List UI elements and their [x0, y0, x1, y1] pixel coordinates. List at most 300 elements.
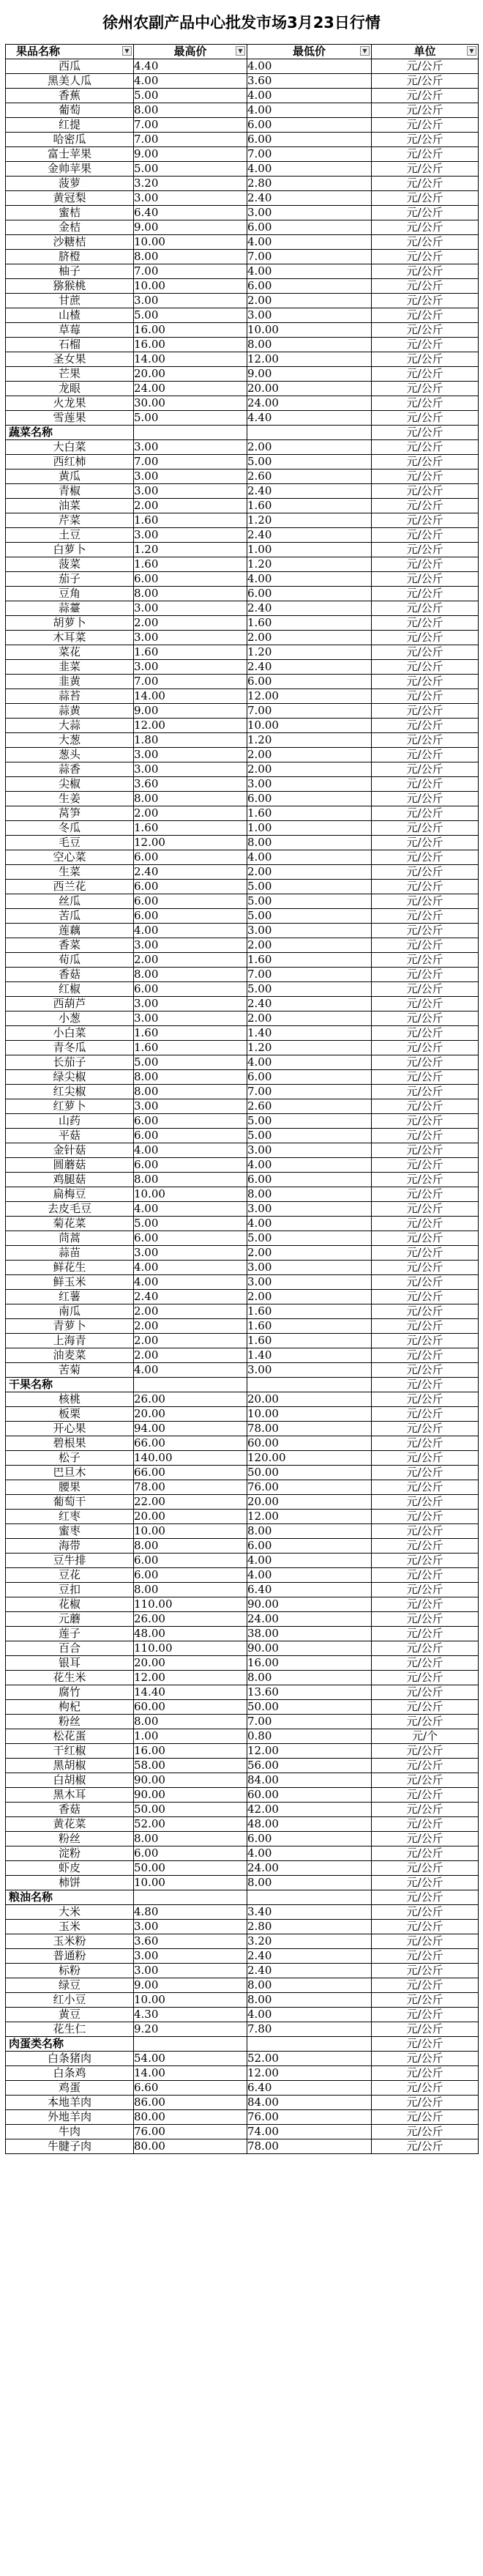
product-name-cell: 蒜香 — [6, 762, 134, 777]
product-name-cell: 香蕉 — [6, 89, 134, 103]
high-price-cell: 12.00 — [134, 719, 247, 733]
low-price-cell: 5.00 — [247, 982, 372, 997]
low-price-cell: 6.00 — [247, 792, 372, 806]
low-price-cell: 3.20 — [247, 1934, 372, 1949]
unit-cell: 元/公斤 — [372, 2096, 479, 2110]
table-row — [6, 1846, 479, 1861]
product-name-cell: 小葱 — [6, 1012, 134, 1026]
filter-dropdown-icon[interactable]: ▼ — [360, 46, 370, 56]
table-row — [6, 294, 479, 308]
table-row — [6, 2081, 479, 2096]
product-name-cell: 苦菊 — [6, 1363, 134, 1378]
high-price-cell: 26.00 — [134, 1392, 247, 1407]
low-price-cell: 8.00 — [247, 1978, 372, 1993]
low-price-cell: 16.00 — [247, 1656, 372, 1671]
unit-cell: 元/公斤 — [372, 513, 479, 528]
high-price-cell: 1.00 — [134, 1729, 247, 1744]
high-price-cell: 3.00 — [134, 1246, 247, 1261]
low-price-cell: 2.40 — [247, 601, 372, 616]
high-price-cell: 16.00 — [134, 338, 247, 352]
table-row — [6, 235, 479, 250]
low-price-cell: 1.00 — [247, 543, 372, 557]
unit-cell: 元/公斤 — [372, 1012, 479, 1026]
high-price-cell: 2.40 — [134, 1290, 247, 1304]
high-price-cell: 3.60 — [134, 1934, 247, 1949]
table-row — [6, 689, 479, 704]
unit-cell: 元/公斤 — [372, 1803, 479, 1817]
product-name-cell: 大葱 — [6, 733, 134, 748]
high-price-cell — [134, 426, 247, 440]
unit-cell: 元/公斤 — [372, 177, 479, 191]
table-row — [6, 1524, 479, 1539]
product-name-cell: 蒜苗 — [6, 1246, 134, 1261]
high-price-cell: 8.00 — [134, 1539, 247, 1554]
low-price-cell: 5.00 — [247, 909, 372, 924]
unit-cell: 元/公斤 — [372, 1392, 479, 1407]
high-price-cell: 78.00 — [134, 1480, 247, 1495]
table-row — [6, 1729, 479, 1744]
table-row — [6, 1290, 479, 1304]
high-price-cell: 8.00 — [134, 587, 247, 601]
product-name-cell: 红提 — [6, 118, 134, 133]
product-name-cell: 金桔 — [6, 220, 134, 235]
table-row — [6, 1099, 479, 1114]
product-name-cell: 白条鸡 — [6, 2066, 134, 2081]
unit-cell: 元/公斤 — [372, 660, 479, 675]
low-price-cell: 8.00 — [247, 338, 372, 352]
high-price-cell: 2.00 — [134, 1319, 247, 1334]
table-row — [6, 1978, 479, 1993]
unit-cell: 元/公斤 — [372, 1554, 479, 1568]
high-price-cell: 4.00 — [134, 1202, 247, 1217]
high-price-cell: 4.30 — [134, 2008, 247, 2022]
table-row — [6, 1671, 479, 1685]
low-price-cell: 50.00 — [247, 1466, 372, 1480]
unit-cell: 元/公斤 — [372, 1451, 479, 1466]
low-price-cell: 1.20 — [247, 645, 372, 660]
low-price-cell: 8.00 — [247, 1671, 372, 1685]
high-price-cell: 10.00 — [134, 1187, 247, 1202]
unit-cell: 元/公斤 — [372, 1378, 479, 1392]
product-name-cell: 龙眼 — [6, 382, 134, 396]
high-price-cell: 3.00 — [134, 1964, 247, 1978]
product-name-cell: 石榴 — [6, 338, 134, 352]
unit-cell: 元/公斤 — [372, 1817, 479, 1832]
high-price-cell: 7.00 — [134, 264, 247, 279]
high-price-cell: 16.00 — [134, 323, 247, 338]
low-price-cell: 6.00 — [247, 1173, 372, 1187]
low-price-cell: 6.00 — [247, 279, 372, 294]
product-name-cell: 长茄子 — [6, 1055, 134, 1070]
product-name-cell: 猕猴桃 — [6, 279, 134, 294]
product-name-cell: 豆花 — [6, 1568, 134, 1583]
low-price-cell: 1.40 — [247, 1348, 372, 1363]
table-row — [6, 660, 479, 675]
unit-cell: 元/公斤 — [372, 1905, 479, 1920]
unit-cell: 元/公斤 — [372, 206, 479, 220]
low-price-cell: 1.40 — [247, 1026, 372, 1041]
high-price-cell: 3.00 — [134, 484, 247, 499]
filter-dropdown-icon[interactable]: ▼ — [467, 46, 476, 56]
low-price-cell: 9.00 — [247, 367, 372, 382]
low-price-cell: 20.00 — [247, 1392, 372, 1407]
low-price-cell: 4.00 — [247, 2008, 372, 2022]
low-price-cell: 3.60 — [247, 74, 372, 89]
high-price-cell: 3.60 — [134, 777, 247, 792]
low-price-cell — [247, 2037, 372, 2052]
low-price-cell: 3.40 — [247, 1905, 372, 1920]
filter-dropdown-icon[interactable]: ▼ — [122, 46, 132, 56]
product-name-cell: 金帅苹果 — [6, 162, 134, 177]
unit-cell: 元/公斤 — [372, 338, 479, 352]
table-row — [6, 1026, 479, 1041]
table-row — [6, 1656, 479, 1671]
high-price-cell: 3.00 — [134, 191, 247, 206]
product-name-cell: 干红椒 — [6, 1744, 134, 1759]
table-row — [6, 1920, 479, 1934]
low-price-cell: 2.00 — [247, 1012, 372, 1026]
product-name-cell: 肉蛋类名称 — [6, 2037, 134, 2052]
unit-cell: 元/公斤 — [372, 894, 479, 909]
high-price-cell: 6.40 — [134, 206, 247, 220]
product-name-cell: 葡萄干 — [6, 1495, 134, 1510]
unit-cell: 元/公斤 — [372, 220, 479, 235]
table-row — [6, 880, 479, 894]
low-price-cell: 12.00 — [247, 689, 372, 704]
low-price-cell: 12.00 — [247, 1744, 372, 1759]
high-price-cell: 50.00 — [134, 1803, 247, 1817]
table-row — [6, 777, 479, 792]
unit-cell: 元/公斤 — [372, 997, 479, 1012]
high-price-cell: 66.00 — [134, 1436, 247, 1451]
product-name-cell: 柚子 — [6, 264, 134, 279]
unit-cell: 元/公斤 — [372, 572, 479, 587]
table-row — [6, 543, 479, 557]
product-name-cell: 粮油名称 — [6, 1890, 134, 1905]
product-name-cell: 甘蔗 — [6, 294, 134, 308]
high-price-cell: 6.00 — [134, 1568, 247, 1583]
low-price-cell: 1.60 — [247, 499, 372, 513]
table-row — [6, 191, 479, 206]
low-price-cell: 12.00 — [247, 352, 372, 367]
table-row — [6, 1744, 479, 1759]
low-price-cell: 1.00 — [247, 821, 372, 836]
high-price-cell: 110.00 — [134, 1597, 247, 1612]
low-price-cell: 4.00 — [247, 1846, 372, 1861]
product-name-cell: 腐竹 — [6, 1685, 134, 1700]
low-price-cell: 84.00 — [247, 1773, 372, 1788]
low-price-cell: 4.00 — [247, 59, 372, 74]
low-price-cell: 1.60 — [247, 1334, 372, 1348]
table-row — [6, 1568, 479, 1583]
low-price-cell: 1.60 — [247, 616, 372, 631]
high-price-cell: 24.00 — [134, 382, 247, 396]
high-price-cell: 140.00 — [134, 1451, 247, 1466]
table-row — [6, 1554, 479, 1568]
high-price-cell: 6.00 — [134, 1129, 247, 1143]
product-name-cell: 牛肉 — [6, 2125, 134, 2139]
table-row — [6, 645, 479, 660]
table-row — [6, 469, 479, 484]
table-row — [6, 968, 479, 982]
unit-cell: 元/公斤 — [372, 1114, 479, 1129]
table-row — [6, 806, 479, 821]
unit-cell: 元/公斤 — [372, 880, 479, 894]
product-name-cell: 大米 — [6, 1905, 134, 1920]
product-name-cell: 柿饼 — [6, 1876, 134, 1890]
product-name-cell: 西瓜 — [6, 59, 134, 74]
product-name-cell: 圣女果 — [6, 352, 134, 367]
product-name-cell: 青冬瓜 — [6, 1041, 134, 1055]
high-price-cell: 4.00 — [134, 1275, 247, 1290]
low-price-cell: 3.00 — [247, 777, 372, 792]
unit-cell: 元/公斤 — [372, 469, 479, 484]
product-name-cell: 海带 — [6, 1539, 134, 1554]
low-price-cell: 1.20 — [247, 513, 372, 528]
high-price-cell: 9.00 — [134, 1978, 247, 1993]
high-price-cell: 8.00 — [134, 792, 247, 806]
table-row — [6, 2008, 479, 2022]
header-row — [6, 45, 479, 59]
table-row — [6, 1334, 479, 1348]
table-row — [6, 1597, 479, 1612]
product-name-cell: 平菇 — [6, 1129, 134, 1143]
table-row — [6, 220, 479, 235]
product-name-cell: 大蒜 — [6, 719, 134, 733]
product-name-cell: 本地羊肉 — [6, 2096, 134, 2110]
low-price-cell: 2.00 — [247, 631, 372, 645]
product-name-cell: 蒜薹 — [6, 601, 134, 616]
table-row — [6, 865, 479, 880]
high-price-cell: 8.00 — [134, 1583, 247, 1597]
unit-cell: 元/公斤 — [372, 1832, 479, 1846]
high-price-cell: 20.00 — [134, 1656, 247, 1671]
product-name-cell: 冬瓜 — [6, 821, 134, 836]
table-row — [6, 557, 479, 572]
product-name-cell: 玉米 — [6, 1920, 134, 1934]
header-label: 果品名称 — [16, 45, 61, 58]
low-price-cell: 38.00 — [247, 1627, 372, 1641]
section-header-row — [6, 426, 479, 440]
unit-cell: 元/公斤 — [372, 1129, 479, 1143]
low-price-cell: 10.00 — [247, 719, 372, 733]
table-row — [6, 103, 479, 118]
product-name-cell: 上海青 — [6, 1334, 134, 1348]
product-name-cell: 红枣 — [6, 1510, 134, 1524]
table-row — [6, 264, 479, 279]
low-price-cell: 1.60 — [247, 1304, 372, 1319]
table-row — [6, 118, 479, 133]
unit-cell: 元/公斤 — [372, 1876, 479, 1890]
product-name-cell: 大白菜 — [6, 440, 134, 455]
high-price-cell — [134, 1890, 247, 1905]
table-row — [6, 440, 479, 455]
product-name-cell: 银耳 — [6, 1656, 134, 1671]
table-row — [6, 1319, 479, 1334]
low-price-cell — [247, 1378, 372, 1392]
high-price-cell: 6.00 — [134, 850, 247, 865]
product-name-cell: 菠萝 — [6, 177, 134, 191]
high-price-cell: 30.00 — [134, 396, 247, 411]
section-header-row — [6, 2037, 479, 2052]
unit-cell: 元/公斤 — [372, 792, 479, 806]
product-name-cell: 红薯 — [6, 1290, 134, 1304]
unit-cell: 元/公斤 — [372, 557, 479, 572]
table-row — [6, 1788, 479, 1803]
product-name-cell: 鲜玉米 — [6, 1275, 134, 1290]
table-row — [6, 338, 479, 352]
high-price-cell: 2.00 — [134, 953, 247, 968]
unit-cell: 元/公斤 — [372, 1304, 479, 1319]
unit-cell: 元/公斤 — [372, 2066, 479, 2081]
high-price-cell: 3.00 — [134, 601, 247, 616]
product-name-cell: 沙糖桔 — [6, 235, 134, 250]
table-row — [6, 1964, 479, 1978]
product-name-cell: 黑美人瓜 — [6, 74, 134, 89]
high-price-cell: 4.40 — [134, 59, 247, 74]
high-price-cell: 54.00 — [134, 2052, 247, 2066]
product-name-cell: 西兰花 — [6, 880, 134, 894]
product-name-cell: 小白菜 — [6, 1026, 134, 1041]
high-price-cell: 7.00 — [134, 133, 247, 147]
table-row — [6, 1055, 479, 1070]
unit-cell: 元/公斤 — [372, 1656, 479, 1671]
product-name-cell: 油菜 — [6, 499, 134, 513]
unit-cell: 元/公斤 — [372, 2139, 479, 2154]
low-price-cell: 2.80 — [247, 1920, 372, 1934]
unit-cell: 元/公斤 — [372, 1744, 479, 1759]
low-price-cell: 8.00 — [247, 1876, 372, 1890]
page-title: 徐州农副产品中心批发市场3月23日行情 — [102, 14, 381, 31]
table-row — [6, 1993, 479, 2008]
table-row — [6, 1759, 479, 1773]
unit-cell: 元/公斤 — [372, 1993, 479, 2008]
table-row — [6, 206, 479, 220]
unit-cell: 元/公斤 — [372, 924, 479, 938]
high-price-cell — [134, 2037, 247, 2052]
product-name-cell: 南瓜 — [6, 1304, 134, 1319]
product-name-cell: 干果名称 — [6, 1378, 134, 1392]
table-row — [6, 308, 479, 323]
unit-cell: 元/公斤 — [372, 850, 479, 865]
unit-cell: 元/公斤 — [372, 1583, 479, 1597]
low-price-cell: 6.00 — [247, 133, 372, 147]
unit-cell: 元/公斤 — [372, 777, 479, 792]
product-name-cell: 芹菜 — [6, 513, 134, 528]
high-price-cell: 4.00 — [134, 1143, 247, 1158]
product-name-cell: 蒜黄 — [6, 704, 134, 719]
high-price-cell: 3.00 — [134, 660, 247, 675]
high-price-cell: 3.00 — [134, 294, 247, 308]
low-price-cell: 6.00 — [247, 1539, 372, 1554]
unit-cell: 元/公斤 — [372, 601, 479, 616]
high-price-cell: 86.00 — [134, 2096, 247, 2110]
low-price-cell: 1.20 — [247, 1041, 372, 1055]
product-name-cell: 淀粉 — [6, 1846, 134, 1861]
unit-cell: 元/公斤 — [372, 675, 479, 689]
high-price-cell: 4.00 — [134, 924, 247, 938]
unit-cell: 元/公斤 — [372, 1099, 479, 1114]
unit-cell: 元/公斤 — [372, 147, 479, 162]
high-price-cell: 2.00 — [134, 1334, 247, 1348]
high-price-cell: 6.00 — [134, 894, 247, 909]
low-price-cell: 24.00 — [247, 1861, 372, 1876]
product-name-cell: 菜花 — [6, 645, 134, 660]
table-row — [6, 1539, 479, 1554]
low-price-cell: 4.00 — [247, 1055, 372, 1070]
price-table — [5, 44, 479, 2154]
high-price-cell: 5.00 — [134, 308, 247, 323]
low-price-cell: 6.00 — [247, 1832, 372, 1846]
table-row — [6, 1041, 479, 1055]
table-row — [6, 484, 479, 499]
product-name-cell: 花椒 — [6, 1597, 134, 1612]
low-price-cell: 4.00 — [247, 89, 372, 103]
product-name-cell: 虾皮 — [6, 1861, 134, 1876]
high-price-cell: 4.00 — [134, 1363, 247, 1378]
unit-cell: 元/公斤 — [372, 689, 479, 704]
table-row — [6, 162, 479, 177]
unit-cell: 元/公斤 — [372, 704, 479, 719]
unit-cell: 元/公斤 — [372, 133, 479, 147]
table-row — [6, 1114, 479, 1129]
product-name-cell: 丝瓜 — [6, 894, 134, 909]
table-row — [6, 2139, 479, 2154]
unit-cell: 元/公斤 — [372, 806, 479, 821]
low-price-cell: 6.00 — [247, 220, 372, 235]
high-price-cell: 3.00 — [134, 938, 247, 953]
product-name-cell: 香菇 — [6, 1803, 134, 1817]
low-price-cell: 56.00 — [247, 1759, 372, 1773]
table-body — [6, 59, 479, 2154]
unit-cell: 元/公斤 — [372, 264, 479, 279]
low-price-cell: 2.40 — [247, 997, 372, 1012]
unit-cell: 元/公斤 — [372, 74, 479, 89]
table-row — [6, 1231, 479, 1246]
table-row — [6, 1700, 479, 1715]
low-price-cell: 4.00 — [247, 103, 372, 118]
table-row — [6, 89, 479, 103]
high-price-cell: 3.00 — [134, 1099, 247, 1114]
unit-cell: 元/公斤 — [372, 953, 479, 968]
low-price-cell: 4.00 — [247, 162, 372, 177]
table-row — [6, 1627, 479, 1641]
product-name-cell: 蒜苔 — [6, 689, 134, 704]
high-price-cell: 5.00 — [134, 162, 247, 177]
table-row — [6, 499, 479, 513]
unit-cell: 元/公斤 — [372, 323, 479, 338]
table-row — [6, 133, 479, 147]
unit-cell: 元/公斤 — [372, 543, 479, 557]
product-name-cell: 西红柿 — [6, 455, 134, 469]
table-row — [6, 616, 479, 631]
unit-cell: 元/公斤 — [372, 1407, 479, 1422]
unit-cell: 元/公斤 — [372, 1964, 479, 1978]
high-price-cell: 3.00 — [134, 1012, 247, 1026]
filter-dropdown-icon[interactable]: ▼ — [236, 46, 245, 56]
table-row — [6, 1510, 479, 1524]
low-price-cell: 2.00 — [247, 1246, 372, 1261]
product-name-cell: 蔬菜名称 — [6, 426, 134, 440]
product-name-cell: 莴笋 — [6, 806, 134, 821]
product-name-cell: 毛豆 — [6, 836, 134, 850]
table-row — [6, 719, 479, 733]
low-price-cell: 7.00 — [247, 1085, 372, 1099]
high-price-cell: 2.00 — [134, 616, 247, 631]
product-name-cell: 生姜 — [6, 792, 134, 806]
high-price-cell: 3.00 — [134, 469, 247, 484]
low-price-cell: 5.00 — [247, 1231, 372, 1246]
